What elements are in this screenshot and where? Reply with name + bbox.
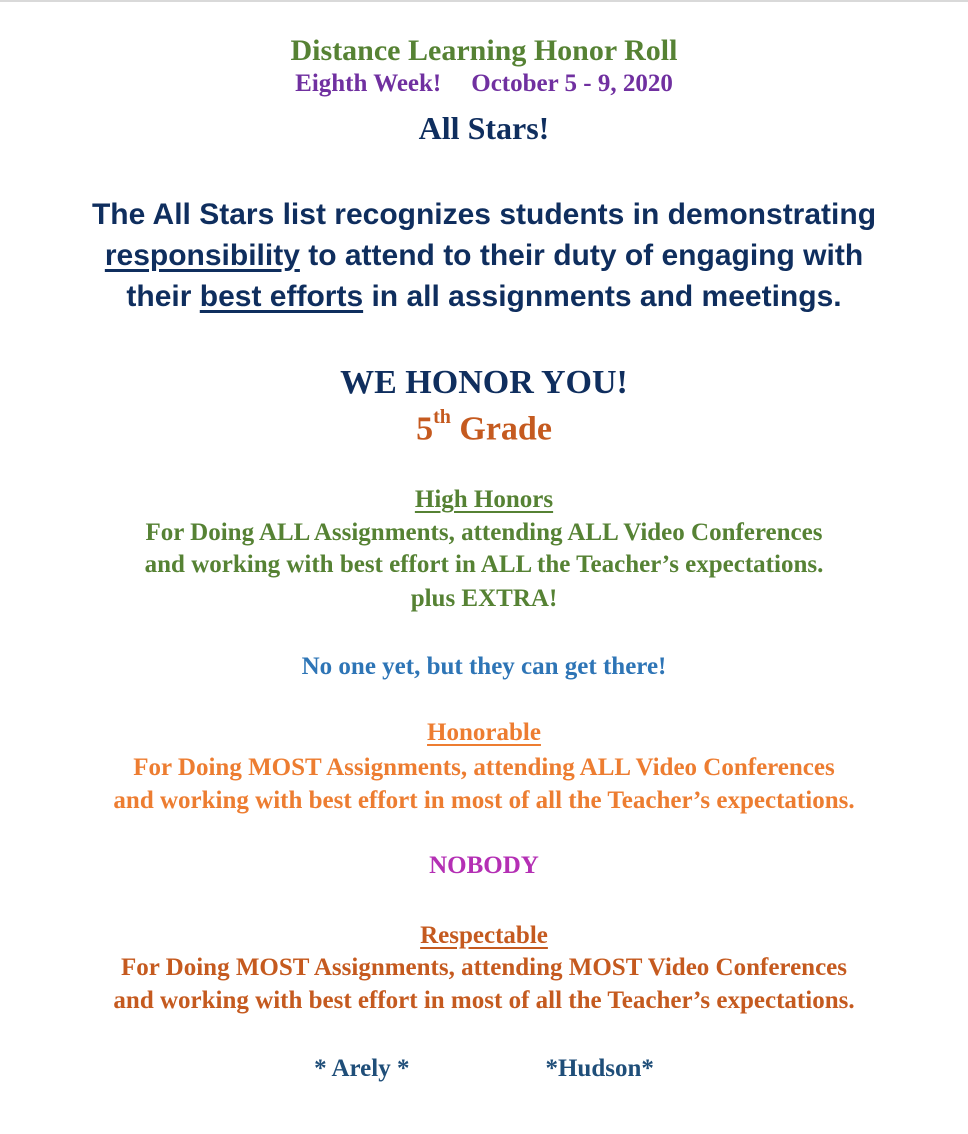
respectable-criteria-1: For Doing MOST Assignments, attending MOST Video Conferences [121,954,847,981]
all-stars-subtitle: All Stars! [418,110,550,146]
intro-line-3 [0,280,968,314]
high-honors-criteria-1: For Doing ALL Assignments, attending ALL Video Conferences [145,519,823,546]
student-name: *Hudson* [545,1055,654,1082]
intro-line-2-text: to attend to their duty of engaging with [299,239,864,272]
document-title: Distance Learning Honor Roll [290,34,678,67]
honorable-criteria-2: and working with best effort in most of all the Teacher’s expectations. [113,787,855,814]
intro-line-1: The All Stars list recognizes students in demonstrating [91,198,877,231]
best-efforts-term: best efforts [199,280,364,313]
honorable-result: NOBODY [429,852,539,879]
high-honors-criteria-3: plus EXTRA! [410,585,558,612]
honorable-criteria-1: For Doing MOST Assignments, attending ALL Video Conferences [133,754,835,781]
high-honors-result: No one yet, but they can get there! [301,653,667,680]
honorable-heading: Honorable [427,719,541,746]
intro-line-3-text: in all assignments and meetings. [363,280,842,313]
student-name: * Arely * [314,1055,410,1082]
grade-heading [0,406,968,448]
week-label: Eighth Week! [295,70,442,97]
grade-number: 5 [416,410,434,448]
respectable-heading: Respectable [420,922,548,949]
grade-word: Grade [450,410,552,448]
date-range: October 5 - 9, 2020 [471,70,673,97]
respectable-students [0,1055,968,1083]
we-honor-you-banner: WE HONOR YOU! [340,364,628,401]
high-honors-heading: High Honors [414,486,554,513]
responsibility-term: responsibility [104,239,300,272]
week-line [0,70,968,98]
intro-line-3-start: their [126,280,200,313]
respectable-criteria-2: and working with best effort in most of all the Teacher’s expectations. [113,987,855,1014]
intro-line-2 [0,239,968,273]
high-honors-criteria-2: and working with best effort in ALL the Teacher’s expectations. [144,551,824,578]
grade-suffix: th [433,406,451,428]
